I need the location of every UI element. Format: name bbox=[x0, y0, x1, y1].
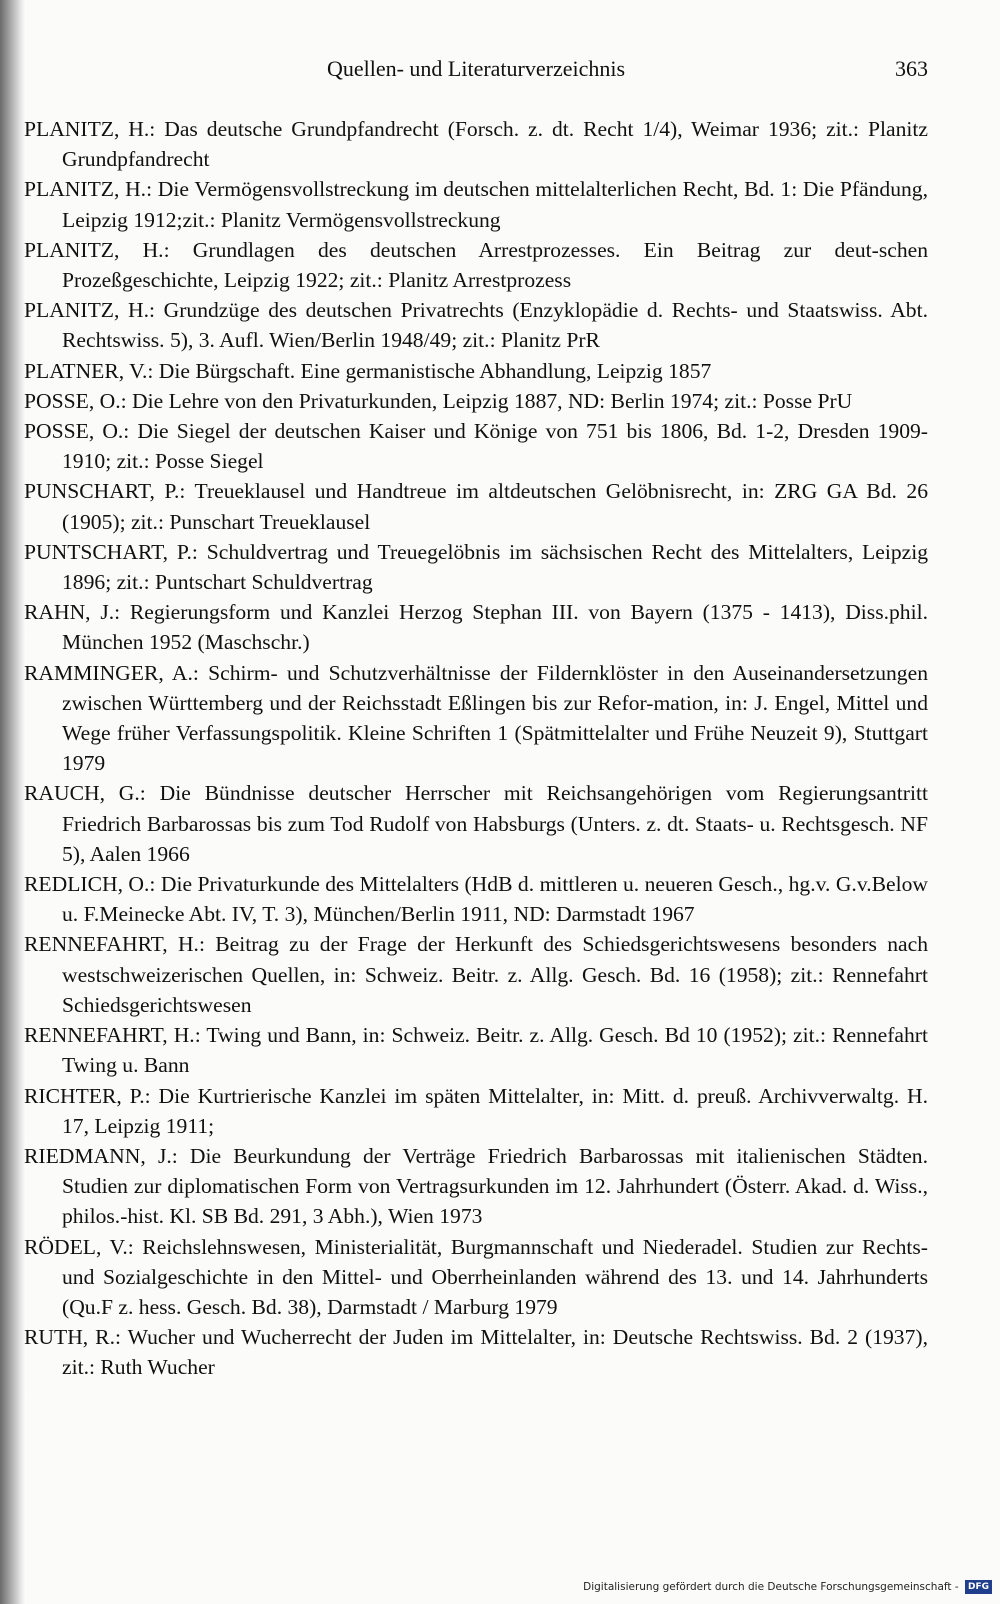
bibliography-entry: POSSE, O.: Die Siegel der deutschen Kaiser und Könige von 751 bis 1806, Bd. 1-2, Dresden 1909-1910; zit.: Posse Siegel bbox=[24, 419, 928, 474]
bibliography-list bbox=[24, 114, 928, 1383]
bibliography-entry: RICHTER, P.: Die Kurtrierische Kanzlei im späten Mittelalter, in: Mitt. d. preuß. Archivverwaltg. H. 17, Leipzig 1911; bbox=[24, 1083, 928, 1138]
dfg-logo: DFG bbox=[965, 1580, 992, 1594]
page-number: 363 bbox=[895, 56, 928, 81]
bibliography-entry: PLANITZ, H.: Grundlagen des deutschen Arrestprozesses. Ein Beitrag zur deut-schen Prozeßgeschichte, Leipzig 1922; zit.: Planitz Arrestprozess bbox=[24, 237, 928, 293]
binding-shadow bbox=[0, 0, 26, 1604]
running-title: Quellen- und Literaturverzeichnis bbox=[326, 56, 626, 81]
bibliography-entry: PUNTSCHART, P.: Schuldvertrag und Treuegelöbnis im sächsischen Recht des Mittelalters, Leipzig 1896; zit.: Puntschart Schuldvertrag bbox=[24, 539, 928, 595]
bibliography-entry: PLANITZ, H.: Die Vermögensvollstreckung im deutschen mittelalterlichen Recht, Bd. 1: Die Pfändung, Leipzig 1912;zit.: Planitz Vermögensvollstreckung bbox=[24, 177, 928, 232]
bibliography-entry: RAHN, J.: Regierungsform und Kanzlei Herzog Stephan III. von Bayern (1375 - 1413), Diss.phil. München 1952 (Maschschr.) bbox=[24, 600, 928, 655]
digitization-footer bbox=[583, 1578, 992, 1596]
footer-text: Digitalisierung gefördert durch die Deutsche Forschungsgemeinschaft - bbox=[583, 1581, 959, 1593]
bibliography-entry: PLANITZ, H.: Grundzüge des deutschen Privatrechts (Enzyklopädie d. Rechts- und Staatswiss. Abt. Rechtswiss. 5), 3. Aufl. Wien/Berlin 1948/49; zit.: Planitz PrR bbox=[24, 298, 928, 353]
bibliography-entry: RÖDEL, V.: Reichslehnswesen, Ministerialität, Burgmannschaft und Niederadel. Studien zur Rechts- und Sozialgeschichte in den Mittel- und Oberrheinlanden während des 13. und 14. Jahrhunderts (Qu.F z. hess. Gesch. Bd. 38), Darmstadt / Marburg 1979 bbox=[24, 1234, 928, 1319]
bibliography-entry: RENNEFAHRT, H.: Twing und Bann, in: Schweiz. Beitr. z. Allg. Gesch. Bd 10 (1952); zit.: Rennefahrt Twing u. Bann bbox=[24, 1023, 928, 1078]
running-header bbox=[0, 52, 1000, 88]
bibliography-entry: REDLICH, O.: Die Privaturkunde des Mittelalters (HdB d. mittleren u. neueren Gesch., hg.v. G.v.Below u. F.Meinecke Abt. IV, T. 3), München/Berlin 1911, ND: Darmstadt 1967 bbox=[24, 872, 928, 927]
bibliography-entry: RIEDMANN, J.: Die Beurkundung der Verträge Friedrich Barbarossas mit italienischen Städten. Studien zur diplomatischen Form von Vertragsurkunden im 12. Jahrhundert (Österr. Akad. d. Wiss., philos.-hist. Kl. SB Bd. 291, 3 Abh.), Wien 1973 bbox=[24, 1143, 928, 1229]
bibliography-entry: RENNEFAHRT, H.: Beitrag zu der Frage der Herkunft des Schiedsgerichtswesens besonders nach westschweizerischen Quellen, in: Schweiz. Beitr. z. Allg. Gesch. Bd. 16 (1958); zit.: Rennefahrt Schiedsgerichtswesen bbox=[24, 932, 928, 1017]
bibliography-entry: PUNSCHART, P.: Treueklausel und Handtreue im altdeutschen Gelöbnisrecht, in: ZRG GA Bd. 26 (1905); zit.: Punschart Treueklausel bbox=[24, 479, 928, 534]
bibliography-entry: RAMMINGER, A.: Schirm- und Schutzverhältnisse der Fildernklöster in den Auseinandersetzungen zwischen Württemberg und der Reichsstadt Eßlingen bis zur Refor-mation, in: J. Engel, Mittel und Wege früher Verfassungspolitik. Kleine Schriften 1 (Spätmittelalter und Frühe Neuzeit 9), Stuttgart 1979 bbox=[24, 660, 928, 776]
bibliography-entry: PLANITZ, H.: Das deutsche Grundpfandrecht (Forsch. z. dt. Recht 1/4), Weimar 1936; zit.: Planitz Grundpfandrecht bbox=[24, 117, 928, 172]
bibliography-entry: POSSE, O.: Die Lehre von den Privaturkunden, Leipzig 1887, ND: Berlin 1974; zit.: Posse PrU bbox=[24, 388, 853, 413]
bibliography-entry: RUTH, R.: Wucher und Wucherrecht der Juden im Mittelalter, in: Deutsche Rechtswiss. Bd. 2 (1937), zit.: Ruth Wucher bbox=[24, 1325, 928, 1380]
bibliography-entry: PLATNER, V.: Die Bürgschaft. Eine germanistische Abhandlung, Leipzig 1857 bbox=[24, 358, 712, 383]
bibliography-entry: RAUCH, G.: Die Bündnisse deutscher Herrscher mit Reichsangehörigen vom Regierungsantritt Friedrich Barbarossas bis zum Tod Rudolf von Habsburgs (Unters. z. dt. Staats- u. Rechtsgesch. NF 5), Aalen 1966 bbox=[24, 781, 928, 866]
